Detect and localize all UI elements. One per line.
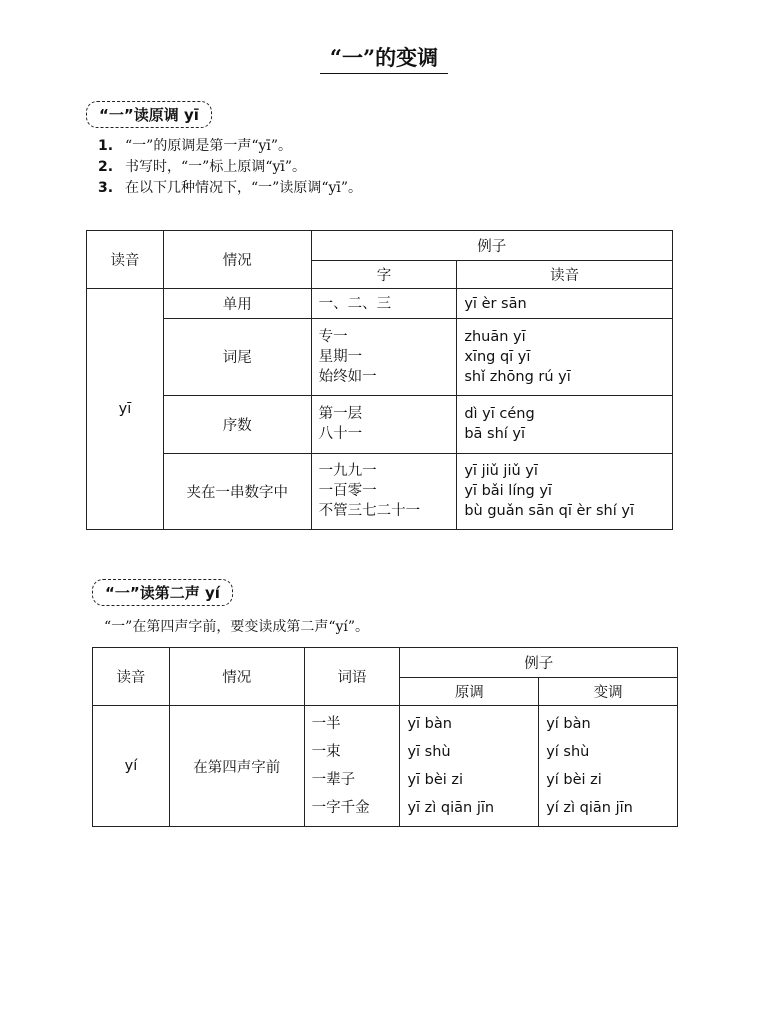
- pinyin-line: zhuān yī: [464, 328, 526, 345]
- rule-number: 3.: [98, 180, 114, 196]
- page-title-text: “一”的变调: [320, 45, 448, 74]
- readings-cell: [457, 395, 673, 453]
- situation-cell: 单用: [163, 289, 311, 319]
- char-line: 星期一: [318, 348, 363, 365]
- table-row: [93, 706, 678, 827]
- readings-cell: [457, 453, 673, 529]
- section2-tag: “一”读第二声 yí: [92, 579, 233, 606]
- situation-cell: 序数: [163, 395, 311, 453]
- rules-list: [98, 136, 362, 199]
- char-line: 八十一: [318, 426, 363, 443]
- situation-cell: 夹在一串数字中: [163, 453, 311, 529]
- pinyin-line: yí bàn: [546, 716, 591, 732]
- pinyin-line: yī zì qiān jīn: [407, 800, 495, 816]
- pinyin-line: yī shù: [407, 744, 451, 760]
- pinyin-line: yí zì qiān jīn: [546, 800, 633, 816]
- word-line: 一字千金: [311, 800, 370, 816]
- pinyin-line: yī bàn: [407, 716, 452, 732]
- chars-cell: [311, 289, 457, 319]
- header-examples: 例子: [311, 231, 672, 261]
- header-changed: 变调: [539, 678, 678, 706]
- rule-text: 书写时，“一”标上原调“yī”。: [125, 159, 307, 175]
- words-cell: [304, 706, 400, 827]
- table-row: [87, 319, 673, 395]
- pinyin-line: xīng qī yī: [464, 348, 531, 365]
- header-examples: 例子: [400, 648, 678, 678]
- char-line: 一九九一: [318, 463, 377, 480]
- pinyin-line: yī bǎi líng yī: [464, 483, 552, 500]
- original-tone-table: [86, 230, 673, 530]
- rule-number: 1.: [98, 138, 114, 154]
- original-cell: [400, 706, 539, 827]
- rule-item: [98, 157, 362, 178]
- changed-cell: [539, 706, 678, 827]
- header-char: 字: [311, 261, 457, 289]
- readings-cell: [457, 319, 673, 395]
- header-pronounce: 读音: [457, 261, 673, 289]
- rule-number: 2.: [98, 159, 114, 175]
- pinyin-line: yī èr sān: [464, 295, 527, 312]
- situation-cell: 词尾: [163, 319, 311, 395]
- chars-cell: [311, 453, 457, 529]
- section1-tag: “一”读原调 yī: [86, 101, 212, 128]
- pinyin-line: dì yī céng: [464, 406, 535, 423]
- rule-text: 在以下几种情况下，“一”读原调“yī”。: [125, 180, 363, 196]
- header-situation: 情况: [169, 648, 304, 706]
- pinyin-line: yī bèi zi: [407, 772, 464, 788]
- pinyin-line: bā shí yī: [464, 426, 526, 443]
- table-row: [87, 289, 673, 319]
- header-reading: 读音: [87, 231, 164, 289]
- word-line: 一半: [311, 716, 341, 732]
- pinyin-line: shǐ zhōng rú yī: [464, 368, 571, 385]
- page-title: [0, 42, 768, 72]
- reading-value: yī: [87, 289, 164, 530]
- header-situation: 情况: [163, 231, 311, 289]
- table-row: [87, 453, 673, 529]
- tone-change-note: “一”在第四声字前，要变读成第二声“yí”。: [104, 619, 370, 635]
- header-words: 词语: [304, 648, 400, 706]
- char-line: 专一: [318, 328, 348, 345]
- rule-text: “一”的原调是第一声“yī”。: [125, 138, 293, 154]
- pinyin-line: yí bèi zi: [546, 772, 602, 788]
- header-original: 原调: [400, 678, 539, 706]
- chars-cell: [311, 319, 457, 395]
- readings-cell: [457, 289, 673, 319]
- char-line: 第一层: [318, 406, 363, 423]
- word-line: 一束: [311, 744, 341, 760]
- word-line: 一辈子: [311, 772, 356, 788]
- situation-cell: 在第四声字前: [169, 706, 304, 827]
- changed-tone-table: [92, 647, 678, 827]
- chars-cell: [311, 395, 457, 453]
- table-row: [87, 395, 673, 453]
- char-line: 一、二、三: [318, 295, 392, 312]
- pinyin-line: bù guǎn sān qī èr shí yī: [464, 503, 634, 520]
- rule-item: [98, 136, 362, 157]
- reading-value: yí: [93, 706, 170, 827]
- char-line: 始终如一: [318, 368, 377, 385]
- pinyin-line: yī jiǔ jiǔ yī: [464, 463, 538, 480]
- header-reading: 读音: [93, 648, 170, 706]
- rule-item: [98, 178, 362, 199]
- char-line: 一百零一: [318, 483, 377, 500]
- char-line: 不管三七二十一: [318, 503, 421, 520]
- pinyin-line: yí shù: [546, 744, 590, 760]
